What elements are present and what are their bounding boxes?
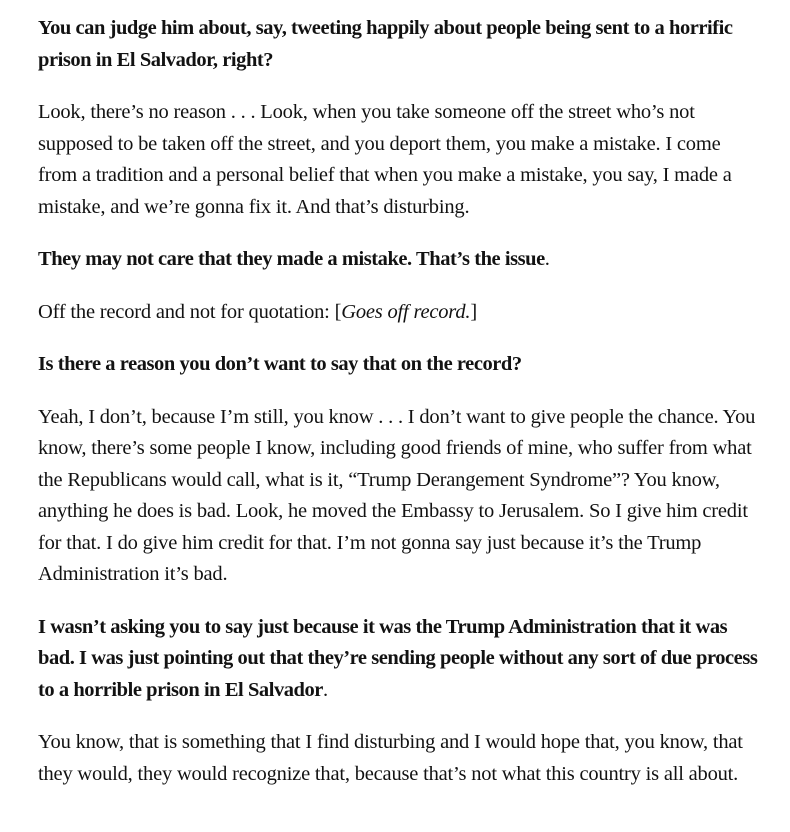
answer-text: You know, that is something that I find disturbing and I would hope that, you know, that they would, they would recognize that, because that’s not what this country is all about. bbox=[38, 731, 743, 785]
interviewer-question bbox=[38, 612, 760, 707]
interviewee-answer bbox=[38, 402, 760, 591]
interviewer-question bbox=[38, 349, 760, 381]
question-text: You can judge him about, say, tweeting happily about people being sent to a horrific prison in El Salvador, right? bbox=[38, 17, 733, 71]
interviewee-answer bbox=[38, 297, 760, 329]
question-text: Is there a reason you don’t want to say that on the record? bbox=[38, 353, 522, 375]
answer-text: Off the record and not for quotation: [ bbox=[38, 300, 342, 323]
answer-text: Look, there’s no reason . . . Look, when you take someone off the street who’s not supposed to be taken off the street, and you deport them, you make a mistake. I come from a tradition and a personal belief that when you make a mistake, you say, I made a mistake, and we’re gonna fix it. And that’s disturbing. bbox=[38, 101, 732, 218]
answer-text: Yeah, I don’t, because I’m still, you know . . . I don’t want to give people the chance. You know, there’s some people I know, including good friends of mine, who suffer from what the Republicans would call, what is it, “Trump Derangement Syndrome”? You know, anything he does is bad. Look, he moved the Embassy to Jerusalem. So I give him credit for that. I do give him credit for that. I’m not gonna say just because it’s the Trump Administration it’s bad. bbox=[38, 405, 756, 585]
interviewee-answer bbox=[38, 97, 760, 223]
interview-article bbox=[38, 13, 760, 811]
question-trailing-period: . bbox=[544, 248, 550, 270]
question-text: I wasn’t asking you to say just because it was the Trump Administration that it was bad. I was just pointing out that they’re sending people without any sort of due process to a horrible prison in El Salvador bbox=[38, 615, 758, 701]
interviewee-answer bbox=[38, 727, 760, 790]
question-text: They may not care that they made a mistake. That’s the issue bbox=[38, 248, 545, 270]
interviewer-question bbox=[38, 13, 760, 76]
stage-direction: Goes off record. bbox=[341, 300, 471, 323]
question-trailing-period: . bbox=[322, 678, 328, 701]
bracket-close: ] bbox=[470, 300, 477, 323]
interviewer-question bbox=[38, 244, 760, 276]
